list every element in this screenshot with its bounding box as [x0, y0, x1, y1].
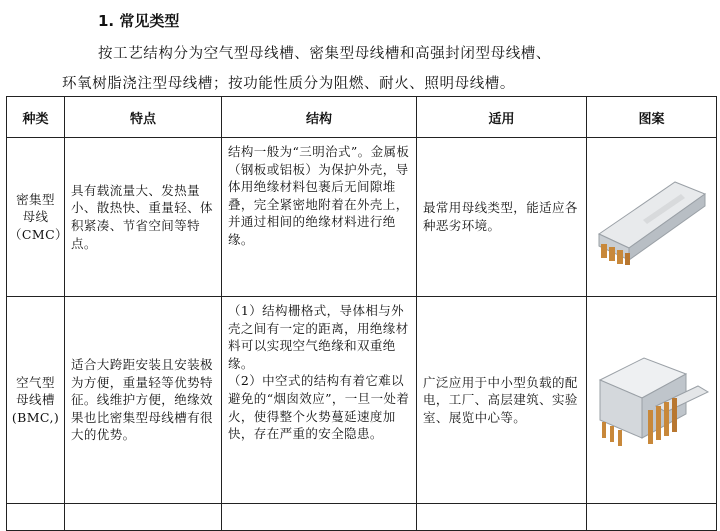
header-type: 种类 — [7, 97, 65, 138]
intro-line-1: 按工艺结构分为空气型母线槽、密集型母线槽和高强封闭型母线槽、 — [98, 46, 551, 62]
cell-application: 最常用母线类型，能适应各种恶劣环境。 — [417, 138, 587, 297]
type-line: (BMC,) — [11, 409, 60, 425]
cell-empty — [417, 504, 587, 531]
cell-empty — [7, 504, 65, 531]
type-line: （CMC） — [9, 226, 68, 242]
type-line: 母线槽 — [16, 392, 55, 408]
header-structure: 结构 — [222, 97, 417, 138]
busway-bmc-photo-icon — [590, 340, 714, 456]
cell-empty — [222, 504, 417, 531]
cell-structure: 结构一般为“三明治式”。金属板（钢板或铝板）为保护外壳，导体用绝缘材料包裹后无间隙堆叠，完全紧密地附着在外壳上，并通过相间的绝缘材料进行绝缘。 — [222, 138, 417, 297]
header-figure: 图案 — [587, 97, 717, 138]
header-features: 特点 — [65, 97, 222, 138]
cell-figure — [587, 297, 717, 504]
table-row — [7, 504, 717, 531]
busway-types-table — [6, 96, 717, 531]
busway-cmc-photo-icon — [593, 160, 711, 270]
cell-type — [7, 297, 65, 504]
header-application: 适用 — [417, 97, 587, 138]
table-row — [7, 138, 717, 297]
table-row — [7, 297, 717, 504]
cell-empty — [65, 504, 222, 531]
cell-application: 广泛应用于中小型负载的配电，工厂、高层建筑、实验室、展览中心等。 — [417, 297, 587, 504]
cell-figure — [587, 138, 717, 297]
cell-features: 适合大跨距安装且安装极为方便，重量轻等优势特征。线维护方便，绝缘效果也比密集型母线槽有很大的优势。 — [65, 297, 222, 504]
type-line: 空气型 — [16, 374, 55, 390]
type-line: 密集型 — [16, 191, 55, 207]
table-header-row — [7, 97, 717, 138]
cell-features: 具有载流量大、发热量小、散热快、重量轻、体积紧凑、节省空间等特点。 — [65, 138, 222, 297]
cell-type — [7, 138, 68, 297]
cell-structure: （1）结构栅格式，导体相与外壳之间有一定的距离，用绝缘材料可以实现空气绝缘和双重绝缘。 （2）中空式的结构有着它难以避免的“烟囱效应”，一旦一处着火，使得整个火势蔓延速度加快，存在严重的安全隐患。 — [222, 297, 417, 504]
section-heading: 1. 常见类型 — [98, 12, 180, 30]
type-line: 母线 — [22, 209, 49, 225]
intro-line-2: 环氧树脂浇注型母线槽；按功能性质分为阻燃、耐火、照明母线槽。 — [62, 76, 515, 92]
cell-empty — [587, 504, 717, 531]
